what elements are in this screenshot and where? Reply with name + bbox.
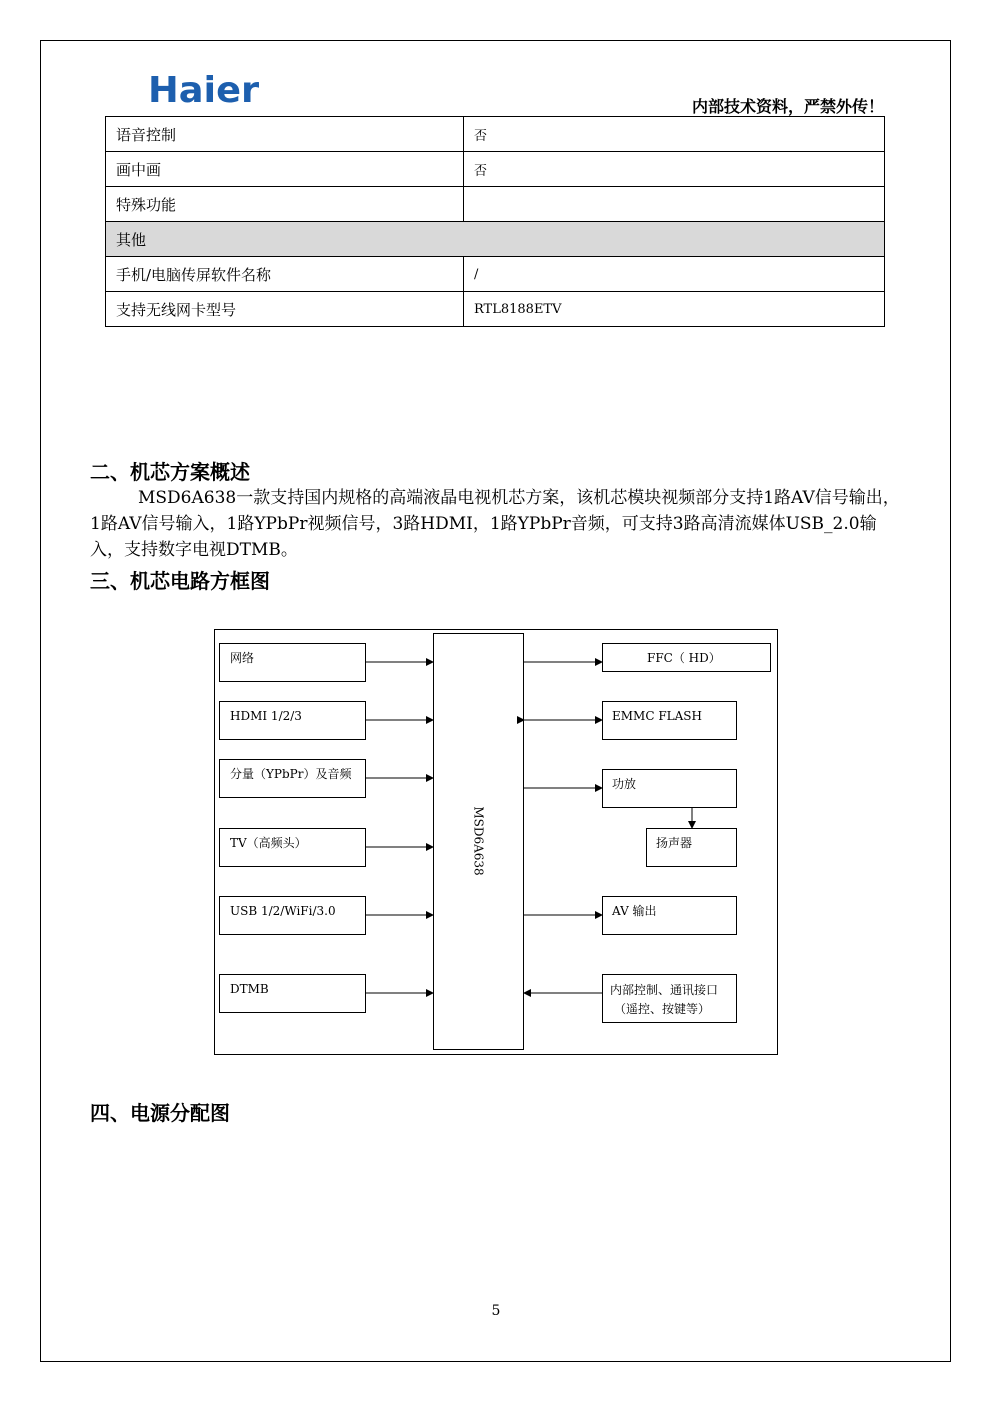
input-label-tv: TV（高频头） [230,836,307,850]
control-label-line2: （遥控、按键等） [614,1002,711,1016]
section2-text: MSD6A638一款支持国内规格的高端液晶电视机芯方案，该机芯模块视频部分支持1路AV信号输出，1路AV信号输入，1路YPbPr视频信号，3路HDMI，1路YPbPr音频，可支持3路高清流媒体USB_2.0输入，支持数字电视DTMB。 [90,488,900,560]
output-label-ffc: FFC（ HD） [647,651,721,665]
chip-label: MSD6A638 [471,806,486,876]
row-label: 特殊功能 [106,187,464,222]
section4-heading: 四、电源分配图 [90,1101,230,1125]
confidential-notice: 内部技术资料，严禁外传！ [691,97,884,116]
row-value: 否 [464,117,885,152]
row-label: 手机/电脑传屏软件名称 [106,257,464,292]
input-label-hdmi: HDMI 1/2/3 [230,709,302,723]
output-label-av: AV 输出 [612,904,657,918]
row-label: 支持无线网卡型号 [106,292,464,327]
section3-heading: 三、机芯电路方框图 [90,569,270,593]
output-label-emmc: EMMC FLASH [612,709,702,723]
row-label: 语音控制 [106,117,464,152]
row-value: RTL8188ETV [464,292,885,327]
input-label-usb: USB 1/2/WiFi/3.0 [230,904,336,918]
row-label: 画中画 [106,152,464,187]
control-label-line1: 内部控制、通讯接口 [610,983,719,997]
row-value: 否 [464,152,885,187]
row-value: / [464,257,885,292]
section-label: 其他 [106,222,885,257]
input-label-ypbpr: 分量（YPbPr）及音频 [230,767,352,781]
input-label-network: 网络 [230,651,255,665]
section2-heading: 二、机芯方案概述 [90,460,250,484]
output-label-speaker: 扬声器 [656,836,693,850]
output-label-amp: 功放 [612,777,637,791]
page-number: 5 [491,1303,501,1319]
input-label-dtmb: DTMB [230,982,269,996]
haier-logo: Haier [148,70,260,111]
